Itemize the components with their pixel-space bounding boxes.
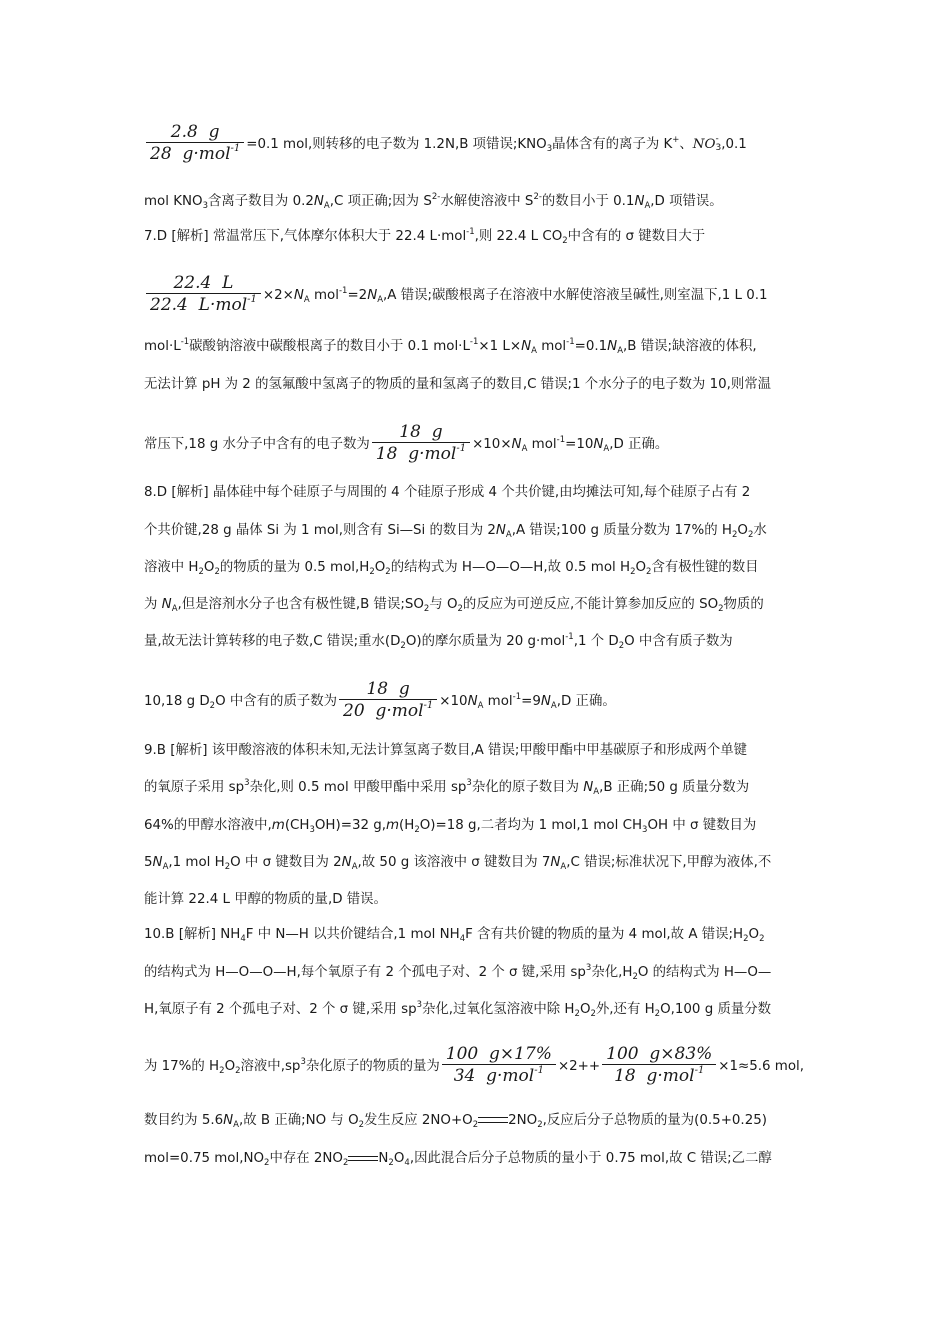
text-line: 的结构式为 H—O—O—H,每个氧原子有 2 个孤电子对、2 个 σ 键,采用 $sp^3$杂化$,H_2O$ 的结构式为 H—O— bbox=[144, 963, 772, 982]
text-line: 9.B [解析] 该甲酸溶液的体积未知,无法计算氢离子数目,A 错误;甲酸甲酯中甲基碳原子和形成两个单键 bbox=[144, 743, 747, 758]
fraction-denominator-text: 28 g·mol bbox=[150, 144, 231, 164]
text-line: 数目约为 $5.6N_A$,故 B 正确;NO 与 $O_2$发生反应 $2NO+O_2$ $2NO_2$,反应后分子总物质的量为(0.5+0.25) bbox=[144, 1113, 767, 1130]
fraction-numerator: 18 g bbox=[399, 422, 443, 442]
text-line bbox=[144, 1046, 804, 1086]
fraction bbox=[442, 1045, 556, 1085]
text-run: $\times 10N_A$ $mol^{-1}=9N_A,D$ 正确。 bbox=[439, 692, 616, 711]
fraction-denominator-text: 18 g·mol bbox=[614, 1066, 695, 1086]
text-line bbox=[144, 124, 747, 164]
exponent: -1 bbox=[423, 700, 434, 711]
text-line: mol=0.75 $mol,NO_2$中存在 $2NO_2$ $N_2O_4$,因此混合后分子总物质的量小于 0.75 mol,故 C 错误;乙二醇 bbox=[144, 1151, 772, 1168]
text-run: 为 17%的 $H_2O_2$溶液中$,sp^3$杂化原子的物质的量为 bbox=[144, 1057, 440, 1076]
text-line bbox=[144, 424, 668, 464]
fraction-denominator-text: 20 g·mol bbox=[343, 701, 424, 721]
text-line: 10.B [解析] $NH_4F$ 中 N—H 以共价键结合,1 mol $NH_4F$ 含有共价键的物质的量为 4 mol,故 A 错误$;H_2O_2$ bbox=[144, 927, 765, 944]
exponent: -1 bbox=[230, 143, 241, 154]
exponent: -1 bbox=[694, 1065, 705, 1076]
fraction-denominator bbox=[442, 1064, 556, 1085]
text-run: =0.1 mol,则转移的电子数为 1.2N,B 项错误$;KNO_3$晶体含有的离子为 K+、NO - 3 ,0.1 bbox=[246, 134, 747, 154]
text-line bbox=[144, 275, 768, 315]
text-line: 为 $N_A$,但是溶剂水分子也含有极性键,B 错误$;SO_2$与 $O_2$的反应为可逆反应,不能计算参加反应的 $SO_2$物质的 bbox=[144, 597, 764, 614]
fraction-numerator: 2.8 g bbox=[170, 122, 220, 142]
fraction-denominator-text: 18 g·mol bbox=[375, 444, 457, 464]
text-line: 无法计算 pH 为 2 的氢氟酸中氢离子的物质的量和氢离子的数目,C 错误;1 个水分子的电子数为 10,则常温 bbox=[144, 377, 772, 392]
fraction-numerator: 100 g×17% bbox=[445, 1044, 552, 1064]
fraction bbox=[602, 1045, 716, 1085]
text-line: mol $KNO_3$含离子数目为 $0.2N_A,C$ 项正确;因为 $S^{2-}$水解使溶液中 $S^{2-}$的数目小于 $0.1N_A,D$ 项错误。 bbox=[144, 192, 723, 211]
text-line: 能计算 22.4 L 甲醇的物质的量,D 错误。 bbox=[144, 892, 387, 907]
exponent: -1 bbox=[534, 1065, 544, 1076]
text-line: 7.D [解析] 常温常压下,气体摩尔体积大于 22.4 L·mol$^{-1}$,则 22.4 L $CO_2$中含有的 σ 键数目大于 bbox=[144, 227, 706, 246]
fraction bbox=[339, 680, 437, 720]
text-line: $mol\cdot L^{-1}$碳酸钠溶液中碳酸根离子的数目小于 0.1 $mol\cdot L^{-1}\times 1$ $L\times N_A$ $mol^{-1}=0.1N_A,B$ 错误;缺溶液的体积, bbox=[144, 337, 757, 356]
text-line: 的氧原子采用 $sp^3$杂化,则 0.5 mol 甲酸甲酯中采用 $sp^3$杂化的原子数目为 $N_A,B$ 正确;50 g 质量分数为 bbox=[144, 778, 750, 797]
text-line: H,氧原子有 2 个孤电子对、2 个 σ 键,采用 $sp^3$杂化,过氧化氢溶液中除 $H_2O_2$外,还有 $H_2O,100$ g 质量分数 bbox=[144, 1000, 772, 1019]
fraction-denominator-text: 34 g·mol bbox=[453, 1066, 535, 1086]
fraction bbox=[372, 423, 470, 463]
text-line: 溶液中 $H_2O_2$的物质的量为 0.5 $mol,H_2O_2$的结构式为 H—O—O—H,故 0.5 mol $H_2O_2$含有极性键的数目 bbox=[144, 560, 759, 577]
fraction-denominator bbox=[146, 293, 261, 314]
fraction-denominator bbox=[602, 1064, 716, 1085]
fraction-denominator bbox=[372, 442, 470, 463]
exponent: -1 bbox=[247, 294, 257, 305]
text-run: 10,18 g $D_2O$ 中含有的质子数为 bbox=[144, 694, 338, 711]
text-line: $5N_A,1$ mol $H_2O$ 中 σ 键数目为 $2N_A$,故 50 g 该溶液中 σ 键数目为 $7N_A,C$ 错误;标准状况下,甲醇为液体,不 bbox=[144, 855, 772, 872]
fraction-numerator: 100 g×83% bbox=[606, 1044, 713, 1064]
fraction-denominator-text: 22.4 L·mol bbox=[150, 295, 248, 315]
text-run: ×2++ bbox=[557, 1059, 601, 1074]
text-line: 8.D [解析] 晶体硅中每个硅原子与周围的 4 个硅原子形成 4 个共价键,由均摊法可知,每个硅原子占有 2 bbox=[144, 485, 751, 500]
text-run: ×1≈5.6 mol, bbox=[718, 1059, 805, 1074]
fraction-numerator: 18 g bbox=[366, 679, 410, 699]
fraction-numerator: 22.4 L bbox=[173, 273, 234, 293]
text-run: $\times 2\times N_A$ $mol^{-1}=2N_A,A$ 错误;碳酸根离子在溶液中水解使溶液呈碱性,则室温下,1 L 0.1 bbox=[262, 286, 768, 305]
text-line bbox=[144, 681, 616, 721]
exponent: -1 bbox=[456, 443, 467, 454]
fraction bbox=[146, 123, 244, 163]
text-line: 个共价键,28 g 晶体 Si 为 1 mol,则含有 Si—Si 的数目为 $2N_A,A$ 错误;100 g 质量分数为 17%的 $H_2O_2$水 bbox=[144, 523, 767, 540]
text-run: $\times 10\times N_A$ $mol^{-1}=10N_A,D$ 正确。 bbox=[472, 435, 669, 454]
text-line: 量,故无法计算转移的电子数,C 错误;重水$(D_2O)$的摩尔质量为 20 g·mol$^{-1}$,1 个 $D_2O$ 中含有质子数为 bbox=[144, 632, 733, 651]
fraction-denominator bbox=[146, 142, 244, 163]
fraction-denominator bbox=[339, 699, 437, 720]
fraction bbox=[146, 274, 261, 314]
text-line: 64%的甲醇水溶液中$,m(CH_3OH)=32$ $g,m(H_2O)=18$ g,二者均为 1 mol,1 mol $CH_3OH$ 中 σ 键数目为 bbox=[144, 818, 757, 835]
text-run: 常压下,18 g 水分子中含有的电子数为 bbox=[144, 437, 370, 452]
